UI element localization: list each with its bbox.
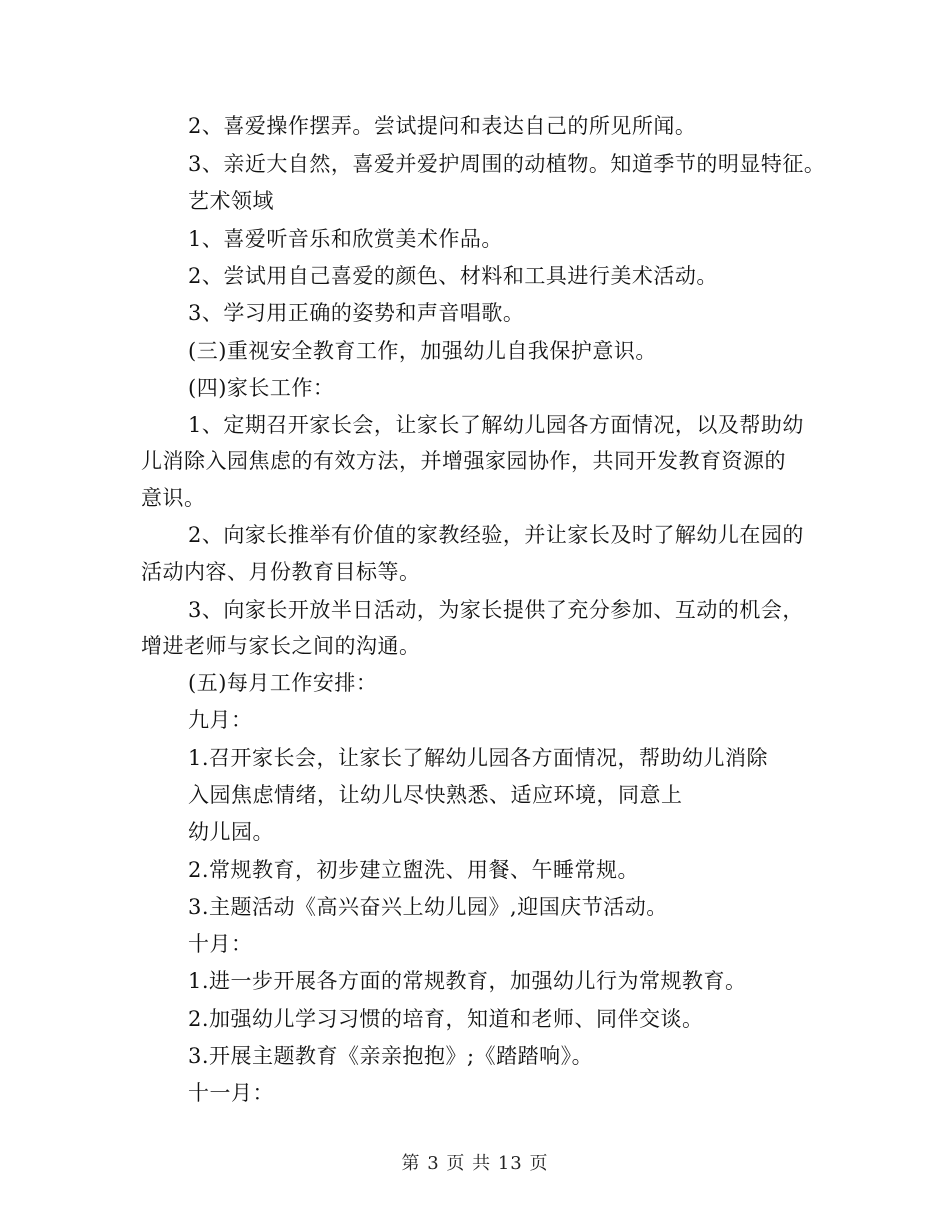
text-line: 2、向家长推举有价值的家教经验，并让家长及时了解幼儿在园的 — [188, 523, 804, 547]
text-line: 意识。 — [141, 486, 206, 510]
text-line: 2、喜爱操作摆弄。尝试提问和表达自己的所见所闻。 — [188, 114, 697, 138]
section-heading: (五)每月工作安排： — [188, 671, 378, 695]
month-heading: 九月： — [188, 708, 253, 732]
text-line: 入园焦虑情绪，让幼儿尽快熟悉、适应环境，同意上 — [188, 783, 683, 807]
text-line: 增进老师与家长之间的沟通。 — [141, 634, 421, 658]
section-heading: 艺术领域 — [188, 189, 274, 213]
text-line: 1、定期召开家长会，让家长了解幼儿园各方面情况，以及帮助幼 — [188, 413, 804, 437]
text-line: 3、向家长开放半日活动，为家长提供了充分参加、互动的机会， — [188, 598, 804, 622]
section-heading: (三)重视安全教育工作，加强幼儿自我保护意识。 — [188, 339, 657, 363]
month-heading: 十一月： — [188, 1081, 274, 1105]
text-line: 1、喜爱听音乐和欣赏美术作品。 — [188, 227, 503, 251]
text-line: 儿消除入园焦虑的有效方法，并增强家园协作，共同开发教育资源的 — [141, 449, 786, 473]
page-number-footer: 第 3 页 共 13 页 — [401, 1153, 549, 1174]
text-line: 1.进一步开展各方面的常规教育，加强幼儿行为常规教育。 — [188, 969, 747, 993]
section-heading: (四)家长工作： — [188, 376, 335, 400]
month-heading: 十月： — [188, 932, 253, 956]
text-line: 3.开展主题教育《亲亲抱抱》;《踏踏响》。 — [188, 1044, 594, 1068]
text-line: 3.主题活动《高兴奋兴上幼儿园》,迎国庆节活动。 — [188, 895, 668, 919]
text-line: 1.召开家长会，让家长了解幼儿园各方面情况，帮助幼儿消除 — [188, 746, 769, 770]
text-line: 3、亲近大自然，喜爱并爱护周围的动植物。知道季节的明显特征。 — [188, 152, 826, 176]
text-line: 2.常规教育，初步建立盥洗、用餐、午睡常规。 — [188, 858, 640, 882]
text-line: 3、学习用正确的姿势和声音唱歌。 — [188, 301, 525, 325]
text-line: 2、尝试用自己喜爱的颜色、材料和工具进行美术活动。 — [188, 264, 718, 288]
text-line: 2.加强幼儿学习习惯的培育，知道和老师、同伴交谈。 — [188, 1007, 704, 1031]
text-line: 幼儿园。 — [188, 820, 274, 844]
text-line: 活动内容、月份教育目标等。 — [141, 560, 421, 584]
